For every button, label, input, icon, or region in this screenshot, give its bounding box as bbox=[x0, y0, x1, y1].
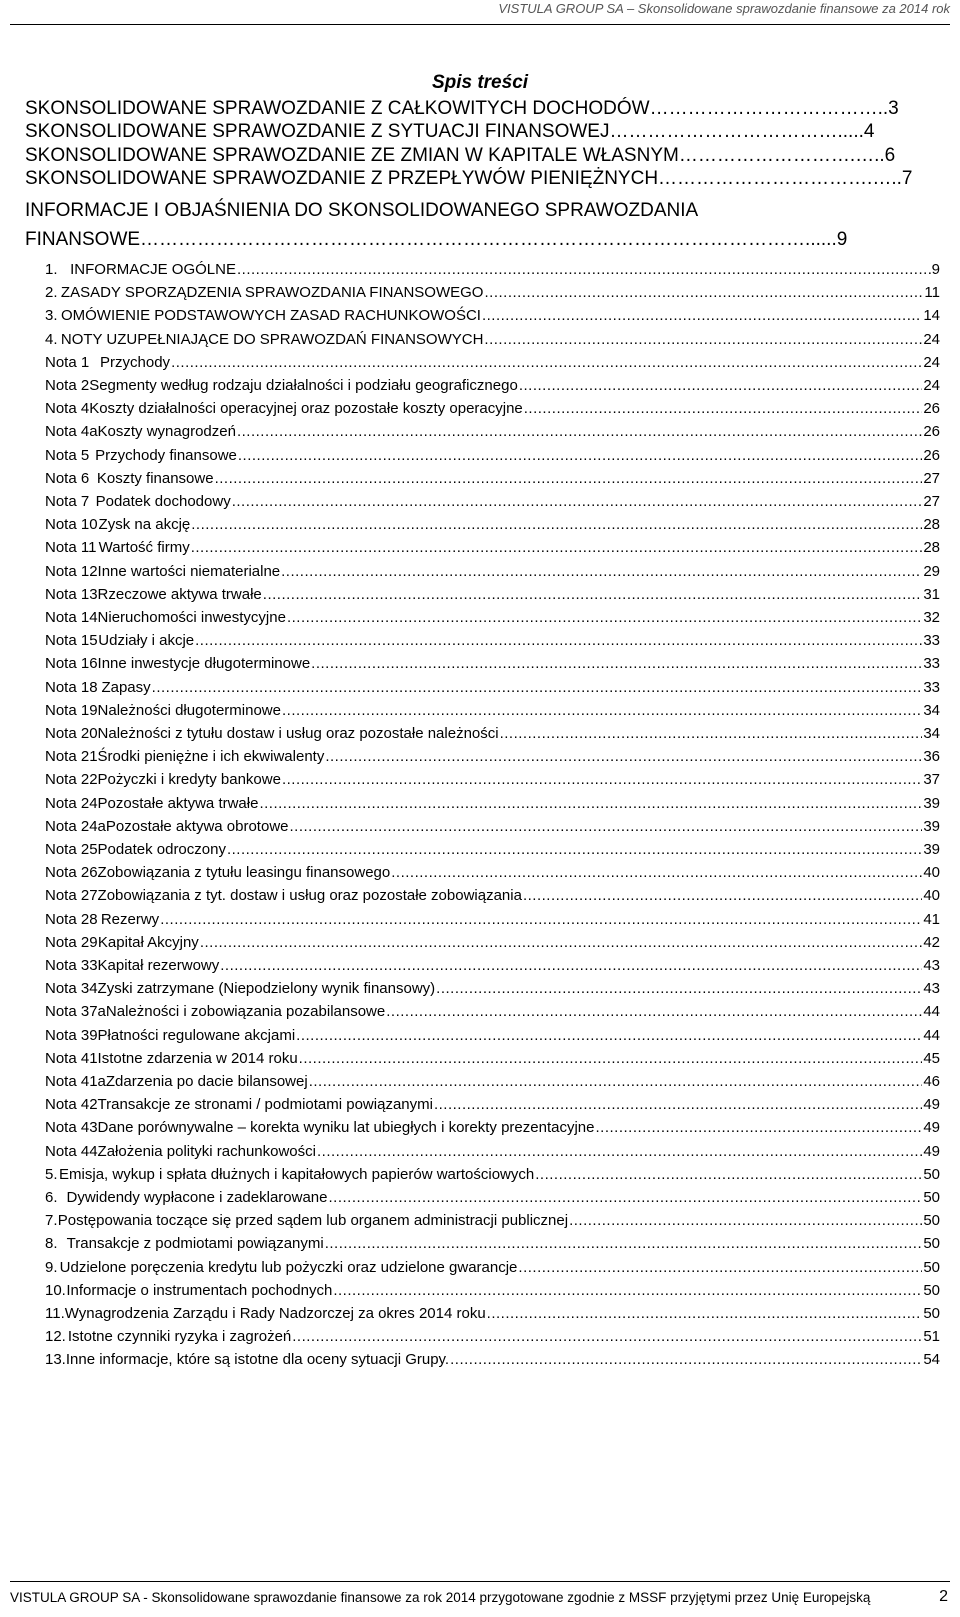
dot-leader bbox=[391, 863, 922, 883]
toc-entry-number: 5. bbox=[45, 1165, 58, 1183]
toc-major-text: SKONSOLIDOWANE SPRAWOZDANIE Z CAŁKOWITYCH DOCHODÓW………………………………..3 bbox=[25, 98, 899, 119]
toc-entry[interactable] bbox=[45, 1300, 940, 1324]
toc-entry[interactable] bbox=[45, 604, 940, 628]
toc-entry[interactable] bbox=[45, 906, 940, 930]
toc-entry-number: Nota 22 bbox=[45, 771, 98, 789]
toc-entry-number: Nota 25 bbox=[45, 841, 98, 858]
toc-entry-number: Nota 42 bbox=[45, 1096, 98, 1114]
dot-leader bbox=[484, 330, 922, 350]
dot-leader bbox=[281, 562, 922, 582]
toc-entry[interactable] bbox=[45, 1184, 940, 1208]
page-header bbox=[10, 0, 950, 25]
dot-leader bbox=[292, 1327, 922, 1347]
dot-leader bbox=[523, 886, 922, 906]
toc-entry[interactable] bbox=[45, 1346, 940, 1370]
toc-entry-title: Dane porównywalne – korekta wyniku lat ubiegłych i korekty prezentacyjne bbox=[97, 1119, 595, 1137]
toc-entry-number: Nota 26 bbox=[45, 864, 98, 882]
dot-leader bbox=[296, 1026, 922, 1046]
dot-leader bbox=[238, 446, 922, 466]
toc-entry-title: Dywidendy wypłacone i zadeklarowane bbox=[66, 1189, 328, 1206]
toc-entry-page: 26 bbox=[923, 423, 940, 441]
toc-entry-page: 42 bbox=[923, 933, 940, 951]
toc-entry-title: Udziały i akcje bbox=[98, 632, 195, 650]
toc-entry-title: Zysk na akcję bbox=[98, 516, 191, 534]
toc-entry[interactable] bbox=[45, 766, 940, 790]
toc-entry[interactable] bbox=[45, 1091, 940, 1115]
toc-entry-page: 46 bbox=[923, 1073, 940, 1090]
toc-major-entry[interactable] bbox=[25, 144, 955, 168]
toc-entry[interactable] bbox=[45, 1068, 940, 1092]
toc-entry-page: 26 bbox=[923, 400, 940, 418]
toc-entry-page: 50 bbox=[923, 1305, 940, 1322]
toc-entry-number: 10. bbox=[45, 1281, 66, 1299]
toc-entry-number: Nota 29 bbox=[45, 933, 98, 951]
dot-leader bbox=[160, 910, 922, 930]
dot-leader bbox=[518, 1258, 922, 1278]
toc-entry-title: Istotne zdarzenia w 2014 roku bbox=[97, 1049, 298, 1067]
toc-entry-title: Koszty wynagrodzeń bbox=[97, 423, 236, 441]
toc-entry-page: 41 bbox=[923, 910, 940, 928]
dot-leader bbox=[152, 678, 923, 698]
toc-entry[interactable] bbox=[45, 465, 940, 489]
toc-entry[interactable] bbox=[45, 929, 940, 953]
dot-leader bbox=[299, 1049, 923, 1069]
toc-entry-number: Nota 19 bbox=[45, 701, 98, 719]
toc-entry-number: Nota 28 bbox=[45, 910, 98, 928]
toc-entry-title: Kapitał Akcyjny bbox=[97, 933, 199, 951]
toc-entry[interactable] bbox=[45, 349, 940, 373]
toc-entry-number: Nota 14 bbox=[45, 609, 98, 626]
dot-leader bbox=[482, 306, 922, 326]
toc-entry-title: Rzeczowe aktywa trwałe bbox=[97, 585, 262, 603]
dot-leader bbox=[263, 585, 923, 605]
dot-leader bbox=[227, 840, 922, 860]
toc-entry-page: 34 bbox=[923, 725, 940, 742]
dot-leader bbox=[237, 260, 931, 280]
toc-entry-number: Nota 13 bbox=[45, 585, 98, 603]
toc-entry-number: Nota 4 bbox=[45, 400, 90, 418]
dot-leader bbox=[309, 1072, 923, 1092]
toc-entry[interactable] bbox=[45, 1277, 940, 1301]
toc-entry-title: Emisja, wykup i spłata dłużnych i kapitałowych papierów wartościowych bbox=[59, 1165, 535, 1183]
toc-major-entry[interactable] bbox=[25, 167, 955, 191]
toc-entry[interactable] bbox=[45, 627, 940, 651]
toc-entry-page: 40 bbox=[923, 887, 940, 905]
toc-entry[interactable] bbox=[45, 558, 940, 582]
toc-entry-page: 27 bbox=[923, 469, 940, 487]
toc-entry[interactable] bbox=[45, 1230, 940, 1254]
dot-leader bbox=[215, 469, 923, 489]
page-footer bbox=[10, 1581, 950, 1605]
toc-entry[interactable] bbox=[45, 998, 940, 1022]
toc-entry[interactable] bbox=[45, 1022, 940, 1046]
dot-leader bbox=[519, 376, 923, 396]
toc-entry[interactable] bbox=[45, 1254, 940, 1278]
dot-leader bbox=[569, 1211, 922, 1231]
dot-leader bbox=[287, 608, 922, 628]
toc-entry-title: ZASADY SPORZĄDZENIA SPRAWOZDANIA FINANSOWEGO bbox=[60, 284, 484, 302]
toc-entry-number: 4. bbox=[45, 330, 58, 348]
dot-leader bbox=[191, 515, 922, 535]
toc-title: Spis treści bbox=[431, 72, 529, 93]
toc-entry-title: Transakcje ze stronami / podmiotami powiązanymi bbox=[97, 1096, 433, 1114]
toc-entry-number: 13. bbox=[45, 1351, 66, 1369]
toc-entry-title: Nieruchomości inwestycyjne bbox=[97, 609, 286, 626]
toc-entry-number: Nota 44 bbox=[45, 1142, 98, 1160]
toc-entry[interactable] bbox=[45, 1114, 940, 1138]
toc-entry-page: 50 bbox=[923, 1212, 940, 1230]
toc-entry-page: 33 bbox=[923, 655, 940, 673]
toc-entry-title: Należności i zobowiązania pozabilansowe bbox=[105, 1003, 386, 1021]
dot-leader bbox=[290, 817, 923, 837]
toc-entry-number: Nota 18 bbox=[45, 678, 98, 696]
toc-entry-title: Zobowiązania z tyt. dostaw i usług oraz pozostałe zobowiązania bbox=[97, 887, 522, 905]
toc-entry-number: Nota 10 bbox=[45, 516, 98, 534]
toc-entry-title: Zyski zatrzymane (Niepodzielony wynik finansowy) bbox=[97, 980, 436, 998]
dot-leader bbox=[436, 979, 922, 999]
toc-entry-page: 31 bbox=[923, 585, 940, 603]
dot-leader bbox=[450, 1350, 922, 1370]
dot-leader bbox=[484, 283, 923, 303]
toc-entry-page: 9 bbox=[931, 261, 940, 278]
dot-leader bbox=[386, 1002, 922, 1022]
toc-entry-title: Środki pieniężne i ich ekwiwalenty bbox=[97, 748, 325, 766]
toc-entry-title: Podatek dochodowy bbox=[95, 493, 231, 510]
toc-entry-number: Nota 37a bbox=[45, 1003, 106, 1021]
toc-entry[interactable] bbox=[45, 975, 940, 999]
toc-entry-title: Informacje o instrumentach pochodnych bbox=[66, 1281, 333, 1299]
toc-entry-title: Zobowiązania z tytułu leasingu finansowego bbox=[97, 864, 391, 882]
dot-leader bbox=[311, 654, 922, 674]
dot-leader bbox=[237, 422, 922, 442]
toc-entry-page: 27 bbox=[923, 493, 940, 510]
toc-entry-number: 3. bbox=[45, 307, 58, 325]
toc-entry-title: Koszty działalności operacyjnej oraz pozostałe koszty operacyjne bbox=[89, 400, 523, 418]
toc-entry-title: Postępowania toczące się przed sądem lub organem administracji publicznej bbox=[57, 1212, 569, 1230]
toc-entry-number: 8. bbox=[45, 1235, 58, 1253]
dot-leader bbox=[329, 1188, 923, 1208]
toc-entry-page: 37 bbox=[923, 771, 940, 789]
toc-entry-number: Nota 7 bbox=[45, 493, 90, 510]
dot-leader bbox=[535, 1165, 922, 1185]
toc-major-text: SKONSOLIDOWANE SPRAWOZDANIE Z SYTUACJI FINANSOWEJ……………………………….....4 bbox=[25, 121, 875, 142]
toc-entry-number: Nota 11 bbox=[45, 539, 97, 557]
dot-leader bbox=[259, 794, 922, 814]
toc-entry-number: Nota 21 bbox=[45, 748, 98, 766]
toc-entry-number: 9. bbox=[45, 1258, 58, 1276]
toc-entry-page: 29 bbox=[923, 562, 940, 580]
toc-entry[interactable] bbox=[45, 720, 940, 744]
toc-entry-title: INFORMACJE OGÓLNE bbox=[70, 261, 236, 278]
toc-entry-title: Wynagrodzenia Zarządu i Rady Nadzorczej za okres 2014 roku bbox=[64, 1305, 486, 1322]
toc-entry-page: 39 bbox=[923, 841, 940, 858]
toc-entry-number: Nota 6 bbox=[45, 469, 90, 487]
toc-major-entry[interactable] bbox=[25, 120, 955, 144]
toc-entry[interactable] bbox=[45, 697, 940, 721]
toc-entry-page: 50 bbox=[923, 1281, 940, 1299]
dot-leader bbox=[282, 701, 922, 721]
toc-entry[interactable] bbox=[45, 418, 940, 442]
dot-leader bbox=[595, 1118, 922, 1138]
toc-entry-page: 24 bbox=[923, 330, 940, 348]
toc-entry-title: Transakcje z podmiotami powiązanymi bbox=[66, 1235, 324, 1253]
toc-entry-number: Nota 33 bbox=[45, 957, 98, 974]
toc-entry-page: 26 bbox=[923, 446, 940, 464]
dot-leader bbox=[195, 631, 922, 651]
dot-leader bbox=[282, 770, 922, 790]
toc-entry[interactable] bbox=[45, 256, 940, 280]
footer-text: VISTULA GROUP SA - Skonsolidowane sprawozdanie finansowe za rok 2014 przygotowane zgodnie z MSSF przyjętymi przez Unię Europejską bbox=[10, 1590, 871, 1605]
dot-leader bbox=[333, 1281, 922, 1301]
dot-leader bbox=[317, 1142, 922, 1162]
toc-major-entry[interactable] bbox=[25, 196, 925, 252]
toc-entry[interactable] bbox=[45, 882, 940, 906]
toc-major-text: SKONSOLIDOWANE SPRAWOZDANIE ZE ZMIAN W KAPITALE WŁASNYM……………………….…..6 bbox=[25, 145, 896, 166]
toc-entry-title: Koszty finansowe bbox=[96, 469, 214, 487]
dot-leader bbox=[524, 399, 923, 419]
toc-entry-page: 50 bbox=[923, 1189, 940, 1206]
toc-entry-number: Nota 2 bbox=[45, 377, 90, 394]
toc-entry[interactable] bbox=[45, 859, 940, 883]
toc-entry[interactable] bbox=[45, 1045, 940, 1069]
toc-entry[interactable] bbox=[45, 836, 940, 860]
toc-entry-title: Zapasy bbox=[101, 678, 151, 696]
toc-major-text: SKONSOLIDOWANE SPRAWOZDANIE Z PRZEPŁYWÓW PIENIĘŻNYCH…………………………….…..7 bbox=[25, 168, 913, 189]
toc-entry-page: 44 bbox=[923, 1026, 940, 1044]
toc-entry-page: 28 bbox=[923, 516, 940, 534]
dot-leader bbox=[325, 747, 922, 767]
dot-leader bbox=[191, 538, 923, 558]
toc-entry-page: 50 bbox=[923, 1165, 940, 1183]
toc-entry-title: Założenia polityki rachunkowości bbox=[97, 1142, 316, 1160]
toc-entry-title: Przychody finansowe bbox=[95, 446, 237, 464]
toc-entry-number: Nota 24 bbox=[45, 794, 98, 812]
toc-entry[interactable] bbox=[45, 442, 940, 466]
toc-entry[interactable] bbox=[45, 581, 940, 605]
toc-entry[interactable] bbox=[45, 743, 940, 767]
toc-entry[interactable] bbox=[45, 1138, 940, 1162]
toc-entry[interactable] bbox=[45, 952, 940, 976]
toc-entry[interactable] bbox=[45, 674, 940, 698]
toc-entry[interactable] bbox=[45, 650, 940, 674]
toc-entry-page: 34 bbox=[923, 701, 940, 719]
toc-entry-number: Nota 41 bbox=[45, 1049, 98, 1067]
toc-entry-title: Udzielone poręczenia kredytu lub pożyczki oraz udzielone gwarancje bbox=[59, 1258, 518, 1276]
toc-entry-number: Nota 24a bbox=[45, 817, 106, 835]
toc-entry-title: Zdarzenia po dacie bilansowej bbox=[105, 1073, 308, 1090]
toc-entry-number: 2. bbox=[45, 284, 58, 302]
toc-entry-title: NOTY UZUPEŁNIAJĄCE DO SPRAWOZDAŃ FINANSOWYCH bbox=[60, 330, 484, 348]
toc-entry[interactable] bbox=[45, 372, 940, 396]
toc-entry-title: Kapitał rezerwowy bbox=[97, 957, 220, 974]
header-text: VISTULA GROUP SA – Skonsolidowane sprawozdanie finansowe za 2014 rok bbox=[498, 1, 950, 16]
toc-entry-title: Pożyczki i kredyty bankowe bbox=[97, 771, 281, 789]
toc-entry-title: Segmenty według rodzaju działalności i podziału geograficznego bbox=[89, 377, 518, 394]
toc-entry-number: Nota 16 bbox=[45, 655, 98, 673]
toc-entry-title: Przychody bbox=[100, 353, 171, 371]
toc-entry-title: Rezerwy bbox=[100, 910, 160, 928]
toc-entry-page: 24 bbox=[923, 377, 940, 394]
toc-entry[interactable] bbox=[45, 790, 940, 814]
dot-leader bbox=[171, 353, 922, 373]
toc-entry-page: 33 bbox=[923, 678, 940, 696]
toc-entry[interactable] bbox=[45, 395, 940, 419]
toc-entry-page: 14 bbox=[923, 307, 940, 325]
toc-entry[interactable] bbox=[45, 279, 940, 303]
toc-entry-page: 49 bbox=[923, 1119, 940, 1137]
toc-entry-page: 40 bbox=[923, 864, 940, 882]
toc-entry[interactable] bbox=[45, 488, 940, 512]
toc-entry-number: Nota 15 bbox=[45, 632, 98, 650]
toc-entry-title: Inne inwestycje długoterminowe bbox=[97, 655, 311, 673]
toc-entry-number: 12. bbox=[45, 1328, 66, 1346]
toc-entry[interactable] bbox=[45, 326, 940, 350]
dot-leader bbox=[434, 1095, 922, 1115]
toc-entry-number: Nota 1 bbox=[45, 353, 90, 371]
toc-entry-page: 36 bbox=[923, 748, 940, 766]
dot-leader bbox=[220, 956, 922, 976]
toc-entry-page: 33 bbox=[923, 632, 940, 650]
toc-entry-title: Należności długoterminowe bbox=[97, 701, 281, 719]
toc-entry-number: Nota 41a bbox=[45, 1073, 106, 1090]
toc-entry-title: Inne wartości niematerialne bbox=[97, 562, 281, 580]
toc-entry-page: 51 bbox=[923, 1328, 940, 1346]
toc-entry-title: Istotne czynniki ryzyka i zagrożeń bbox=[67, 1328, 292, 1346]
toc-entry-title: Pozostałe aktywa obrotowe bbox=[105, 817, 289, 835]
toc-entry-number: Nota 5 bbox=[45, 446, 90, 464]
toc-entry[interactable] bbox=[45, 534, 940, 558]
toc-entry-page: 43 bbox=[923, 957, 940, 974]
toc-entry-number: Nota 12 bbox=[45, 562, 98, 580]
dot-leader bbox=[487, 1304, 923, 1324]
toc-entry-number: Nota 39 bbox=[45, 1026, 98, 1044]
toc-entry-page: 54 bbox=[923, 1351, 940, 1369]
toc-entry[interactable] bbox=[45, 1323, 940, 1347]
toc-entry-page: 11 bbox=[924, 284, 940, 302]
toc-entry-number: Nota 20 bbox=[45, 725, 98, 742]
toc-entry-title: Podatek odroczony bbox=[97, 841, 226, 858]
toc-entry-page: 50 bbox=[923, 1235, 940, 1253]
toc-entry[interactable] bbox=[45, 1207, 940, 1231]
toc-entry-page: 32 bbox=[923, 609, 940, 626]
toc-entry-page: 50 bbox=[923, 1258, 940, 1276]
toc-entry-title: Wartość firmy bbox=[98, 539, 190, 557]
toc-entry-page: 24 bbox=[923, 353, 940, 371]
toc-entry-page: 45 bbox=[923, 1049, 940, 1067]
toc-entry-page: 49 bbox=[923, 1142, 940, 1160]
toc-entry-page: 43 bbox=[923, 980, 940, 998]
toc-entry-number: 11. bbox=[45, 1305, 65, 1322]
toc-entry-page: 28 bbox=[923, 539, 940, 557]
toc-entry-number: 1. bbox=[45, 261, 58, 278]
toc-entry-title: Pozostałe aktywa trwałe bbox=[97, 794, 259, 812]
toc-entry[interactable] bbox=[45, 302, 940, 326]
page-number: 2 bbox=[939, 1588, 948, 1605]
toc-entry[interactable] bbox=[45, 813, 940, 837]
toc-entry-title: OMÓWIENIE PODSTAWOWYCH ZASAD RACHUNKOWOŚCI bbox=[60, 307, 481, 325]
toc-entry[interactable] bbox=[45, 1161, 940, 1185]
toc-entry-page: 39 bbox=[923, 817, 940, 835]
toc-entry-title: Inne informacje, które są istotne dla oceny sytuacji Grupy. bbox=[65, 1351, 450, 1369]
toc-entry-title: Należności z tytułu dostaw i usług oraz pozostałe należności bbox=[97, 725, 499, 742]
toc-entry[interactable] bbox=[45, 511, 940, 535]
dot-leader bbox=[232, 492, 923, 512]
toc-entry-number: Nota 4a bbox=[45, 423, 98, 441]
toc-entry-page: 49 bbox=[923, 1096, 940, 1114]
toc-entry-number: Nota 43 bbox=[45, 1119, 98, 1137]
toc-entry-number: Nota 34 bbox=[45, 980, 98, 998]
dot-leader bbox=[200, 933, 923, 953]
dot-leader bbox=[325, 1234, 923, 1254]
toc-entry-number: 6. bbox=[45, 1189, 58, 1206]
dot-leader bbox=[500, 724, 923, 744]
toc-entry-page: 44 bbox=[923, 1003, 940, 1021]
toc-entry-title: Płatności regulowane akcjami bbox=[97, 1026, 296, 1044]
toc-major-entry[interactable] bbox=[25, 97, 955, 121]
toc-entry-number: Nota 27 bbox=[45, 887, 98, 905]
toc-entry-page: 39 bbox=[923, 794, 940, 812]
toc-major-text: INFORMACJE I OBJAŚNIENIA DO SKONSOLIDOWANEGO SPRAWOZDANIA FINANSOWE……………………………………………………………………………………………......9 bbox=[25, 200, 848, 250]
toc-entry-number: 7. bbox=[45, 1212, 58, 1230]
